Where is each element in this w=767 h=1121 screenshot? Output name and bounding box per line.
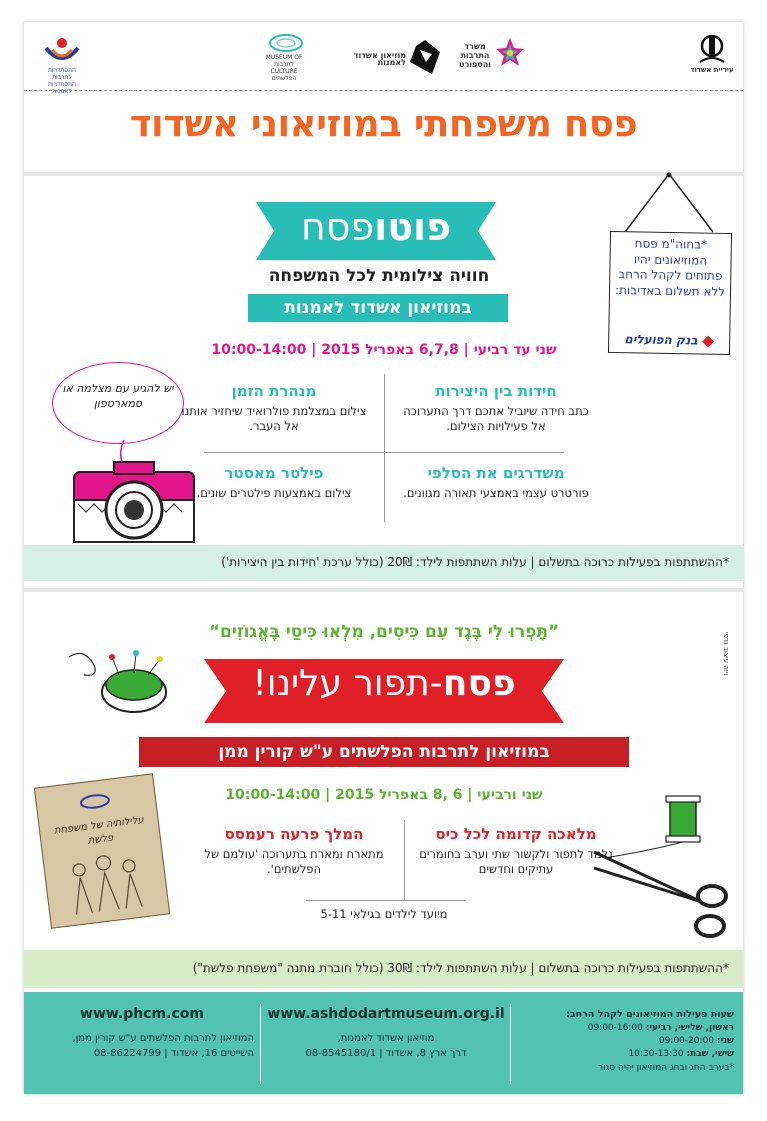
- phcm-name: המוזיאון לתרבות הפלשתים ע"ש קורין ממן,: [72, 1033, 254, 1044]
- left-org-logo-text: ההסתדרות לתרבות ההסתדרות לאמנות: [48, 67, 76, 95]
- footer-separator-2: [260, 1004, 261, 1084]
- section1-dates: שני עד רביעי | 6,7,8 באפריל 2015 | 10:00-14:00: [211, 342, 557, 358]
- activity-ancient-craft-title: מלאכה קדומה לכל כיס: [435, 825, 597, 843]
- ashdod-museum-address: דרך ארץ 8, אשדוד | 08-8545180/1: [305, 1048, 467, 1059]
- phcm-logo: [256, 32, 312, 86]
- footer: [24, 992, 743, 1094]
- sign-string-icon: [619, 172, 719, 234]
- free-entry-text: *בחוה"מ פסח המוזיאונים יהיו פתוחים לקהל הרחב ללא תשלום באדיבות:: [614, 236, 726, 299]
- hours-note: *בערב החג ובחג המוזיאון יהיה סגור: [598, 1063, 734, 1073]
- pincushion-icon: [64, 647, 174, 727]
- section2-price-band: [24, 950, 743, 988]
- banner-bold-word: פסח: [442, 663, 516, 704]
- activity-selfie-title: משדרגים את הסלפי: [427, 464, 565, 482]
- section1-price-note: *ההשתתפות בפעילות כרוכה בתשלום | עלות השתתפות לילד: 20₪ (כולל ערכת 'חידות בין היצירות'): [221, 555, 729, 569]
- people-logo-icon: [38, 36, 86, 66]
- booklet-figures-icon: [58, 848, 155, 919]
- activity-riddles-desc: כתב חידה שיוביל אתכם דרך התערוכה אל פעילויות הצילום.: [403, 404, 589, 433]
- section2-dates: שני ורביעי | 6 ,8 באפריל 2015 | 10:00-14:00: [225, 787, 543, 803]
- ribbon-bold-word: פוטו: [374, 205, 452, 249]
- poster: [24, 22, 743, 1094]
- ashdod-art-logo: [324, 40, 444, 74]
- city-emblem-icon: [690, 32, 734, 66]
- activity-filter-desc: צילום באמצעות פילטרים שונים.: [196, 486, 352, 500]
- city-logo-text: עיריית אשדוד: [690, 66, 734, 74]
- hours-row-2: שני: 09:00-20:00: [658, 1036, 734, 1046]
- section1-subtitle: חוויה צילומית לכל המשפחה: [268, 266, 490, 286]
- designer-credit: ויוה עיצוב גרפי: [722, 632, 730, 676]
- bank-name: בנק הפועלים: [615, 332, 723, 348]
- header-dashed-divider: [24, 90, 743, 91]
- phcm-logo-line1: MUSEUM OF: [265, 54, 303, 61]
- section1-grid-vertical-line: [384, 374, 385, 522]
- bubble-text: יש להגיע עם מצלמה או סמארטפון: [62, 382, 174, 410]
- activity-time-tunnel-desc: צילום במצלמת פולרואיד שיחזיר אותנו אל העבר.: [181, 404, 367, 433]
- activity-time-tunnel-title: מנהרת הזמן: [231, 382, 317, 400]
- banner-thin-word: -תפור עלינו!: [252, 663, 443, 704]
- section2-price-note: *ההשתתפות בפעילות כרוכה בתשלום | עלות השתתפות לילד: 30₪ (כולל חוברת מתנה "משפחת פלשת"): [192, 961, 729, 975]
- footer-hours: [516, 992, 738, 1094]
- tailored-passover-banner: [204, 659, 564, 723]
- phcm-logo-icon: [256, 32, 312, 54]
- section1-price-band: [24, 545, 743, 581]
- section1-grid-horizontal-line: [204, 452, 564, 453]
- phcm-logo-line2: לתרבות: [274, 61, 294, 68]
- ribbon-thin-word: פסח: [300, 205, 375, 249]
- bank-logo-icon: [702, 335, 714, 347]
- activity-filter-title: פילטר מאסטר: [224, 464, 324, 482]
- photo-passover-ribbon: [256, 202, 496, 260]
- hours-title: שעות פעילות המוזיאונים לקהל הרחב:: [566, 1009, 734, 1020]
- city-logo: [690, 32, 734, 82]
- phcm-address: השייטים 16, אשדוד | 08-86224799: [93, 1048, 254, 1059]
- activity-ancient-craft-desc: נלמד לתפור ולקשור שתי וערב בחומרים עתיקים וחדשים: [419, 847, 613, 876]
- audience-divider: [306, 900, 466, 901]
- ashdod-museum-name: מוזיאון אשדוד לאמנות,: [337, 1033, 435, 1044]
- footer-ashdod-museum: [264, 992, 508, 1094]
- booklet-logo-icon: [76, 789, 114, 813]
- star-logo-icon: [496, 38, 524, 68]
- activity-riddles-title: חידות בין היצירות: [435, 382, 557, 400]
- ashdod-art-logo-icon: [410, 40, 440, 74]
- section2-grid-vertical-line: [404, 820, 405, 900]
- section2-venue: במוזיאון לתרבות הפלשתים ע"ש קורין ממן: [139, 737, 629, 767]
- ashdod-museum-url[interactable]: www.ashdodartmuseum.org.il: [267, 1006, 505, 1022]
- page-title: פסח משפחתי במוזיאוני אשדוד: [129, 102, 638, 145]
- activity-selfie-desc: פורטרט עצמי באמצעי תאורה מגוונים.: [403, 486, 589, 500]
- ashdod-art-logo-text: מוזיאון אשדוד לאמנות: [353, 51, 406, 67]
- phcm-url[interactable]: www.phcm.com: [80, 1006, 204, 1022]
- booklet-illustration: [34, 773, 170, 929]
- activity-pharaoh-title: המלך פרעה רעמסס: [224, 825, 364, 843]
- section-divider: [24, 588, 743, 592]
- hours-row-1: ראשון, שלישי, רביעי: 09:00-16:00: [587, 1023, 734, 1033]
- hours-row-3: שישי, שבת: 10:30-13:30: [628, 1049, 734, 1059]
- target-audience: מיועד לילדים בגילאי 5-11: [320, 907, 448, 921]
- ministry-logo-text: משרד התרבות והספורט: [459, 42, 491, 69]
- booklet-title: עלילותיה של משפחת פלשת: [53, 814, 145, 847]
- ministry-logo: [456, 36, 524, 76]
- free-entry-sign: [608, 231, 732, 355]
- phcm-logo-line4: הפלשתים: [271, 75, 297, 82]
- section2-quote: ”תָּפְרוּ לִי בֶּגֶד עִם כִּיסִים, מִלְאוּ כִּיסַי בֶּאֱגוֹזִים“: [208, 622, 560, 642]
- left-org-logo: [38, 36, 86, 95]
- phcm-logo-line3: CULTURE: [270, 68, 298, 75]
- section1-venue: במוזיאון אשדוד לאמנות: [248, 294, 508, 322]
- footer-separator-1: [510, 1004, 511, 1084]
- footer-phcm: [28, 992, 256, 1094]
- activity-pharaoh-desc: מתארח ומארח בתערוכה 'עולמם של הפלשתים'.: [204, 847, 384, 876]
